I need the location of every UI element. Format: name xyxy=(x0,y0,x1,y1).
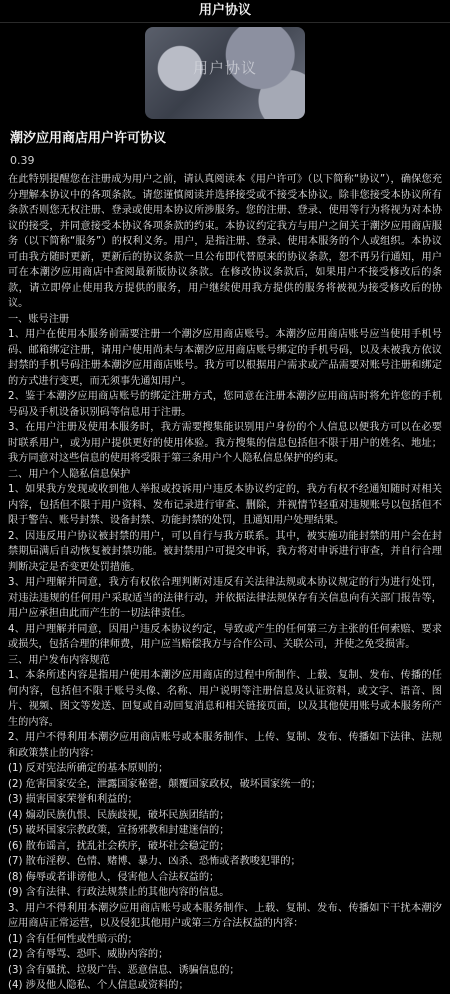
list-item: (9) 含有法律、行政法规禁止的其他内容的信息。 xyxy=(8,887,230,898)
paragraph: 2、鉴于本潮汐应用商店账号的绑定注册方式，您同意在注册本潮汐应用商店时将允许您的手机号码及手机设备识别码等信息用于注册。 xyxy=(8,391,442,418)
top-bar xyxy=(0,0,450,23)
section-title: 二、用户个人隐私信息保护 xyxy=(8,468,131,480)
list-item: (4) 煽动民族仇恨、民族歧视，破坏民族团结的； xyxy=(8,809,230,821)
hero-banner-text: 用户协议 xyxy=(192,59,257,77)
list-item: (3) 含有骚扰、垃圾广告、恶意信息、诱骗信息的； xyxy=(8,964,240,976)
paragraph: 1、如果我方发现或收到他人举报或投诉用户违反本协议约定的，我方有权不经通知随时对相关内容，包括但不限于用户资料、发布记录进行审查、删除，并视情节轻重对违规账号以包括但不限于警告、账号封禁、设备封禁、功能封禁的处罚，且通知用户处理结果。 xyxy=(8,484,442,526)
list-item: (7) 散布淫秽、色情、赌博、暴力、凶杀、恐怖或者教唆犯罪的； xyxy=(8,856,301,867)
hero-banner-image xyxy=(145,27,305,119)
page-title: 用户协议 xyxy=(198,3,251,18)
list-item: (6) 散布谣言，扰乱社会秩序，破坏社会稳定的； xyxy=(8,840,230,852)
section-title: 三、用户发布内容规范 xyxy=(8,654,110,666)
paragraph: 3、用户不得利用本潮汐应用商店账号或本服务制作、上载、复制、发布、传播如下干扰本潮汐应用商店正常运营，以及侵犯其他用户或第三方合法权益的内容： xyxy=(8,902,442,929)
intro-paragraph: 在此特别提醒您在注册成为用户之前，请认真阅读本《用户许可》（以下简称“协议”），确保您充分理解本协议中的各项条款。请您谨慎阅读并选择接受或不接受本协议。除非您接受本协议所有条款否则您无权注册、登录或使用本协议所涉服务。您的注册、登录、使用等行为将视为对本协议的接受，并同意接受本协议各项条款的约束。本协议约定我方与用户之间关于潮汐应用商店服务（以下简称“服务”）的权利义务。用户，是指注册、登录、使用本服务的个人或组织。本协议可由我方随时更新，更新后的协议条款一旦公布即代替原来的协议条款，恕不再另行通知，用户可在本潮汐应用商店中查阅最新版协议条款。在修改协议条款后，如果用户不接受修改后的条款，请立即停止使用我方提供的服务，用户继续使用我方提供的服务将被视为接受修改后的协议。 xyxy=(8,174,442,309)
agreement-content[interactable] xyxy=(0,127,450,994)
list-item: (1) 含有任何性或性暗示的； xyxy=(8,933,138,945)
paragraph: 1、用户在使用本服务前需要注册一个潮汐应用商店账号。本潮汐应用商店账号应当使用手机号码、邮箱绑定注册，请用户使用尚未与本潮汐应用商店账号绑定的手机号码，以及未被我方依议封禁的手机号码注册本潮汐应用商店账号。我方可以根据用户需求或产品需要对账号注册和绑定的方式进行变更，而无须事先通知用户。 xyxy=(8,329,442,387)
paragraph: 3、在用户注册及使用本服务时，我方需要搜集能识别用户身份的个人信息以便我方可以在必要时联系用户，或为用户提供更好的使用体验。我方搜集的信息包括但不限于用户的姓名、地址；我方同意对这些信息的使用将受限于第三条用户个人隐私信息保护的约束。 xyxy=(8,422,442,464)
paragraph: 2、因违反用户协议被封禁的用户，可以自行与我方联系。其中，被实施功能封禁的用户会在封禁期届满后自动恢复被封禁功能。被封禁用户可提交申诉，我方将对申诉进行审查，并自行合理判断决定是否变更处罚措施。 xyxy=(8,530,442,573)
list-item: (2) 危害国家安全，泄露国家秘密，颠覆国家政权，破坏国家统一的； xyxy=(8,778,322,790)
list-item: (4) 涉及他人隐私、个人信息或资料的； xyxy=(8,980,189,991)
list-item: (1) 反对宪法所确定的基本原则的； xyxy=(8,763,169,774)
paragraph: 3、用户理解并同意，我方有权依合理判断对违反有关法律法规或本协议规定的行为进行处罚，对违法违规的任何用户采取适当的法律行动，并依据法律法规保存有关信息向有关部门报告等，用户应承担由此而产生的一切法律责任。 xyxy=(8,577,442,619)
paragraph: 2、用户不得利用本潮汐应用商店账号或本服务制作、上传、复制、发布、传播如下法律、法规和政策禁止的内容： xyxy=(8,732,442,759)
list-item: (8) 侮辱或者诽谤他人，侵害他人合法权益的； xyxy=(8,871,220,883)
list-item: (2) 含有辱骂、恐吓、威胁内容的； xyxy=(8,949,169,960)
paragraph: 4、用户理解并同意，因用户违反本协议约定，导致或产生的任何第三方主张的任何索赔、要求或损失，包括合理的律师费，用户应当赔偿我方与合作公司、关联公司，并使之免受损害。 xyxy=(8,623,442,650)
section-title: 一、账号注册 xyxy=(8,313,70,325)
list-item: (3) 损害国家荣誉和利益的； xyxy=(8,794,138,805)
agreement-title: 潮汐应用商店用户许可协议 xyxy=(10,131,167,146)
paragraph: 1、本条所述内容是指用户使用本潮汐应用商店的过程中所制作、上载、复制、发布、传播的任何内容，包括但不限于账号头像、名称、用户说明等注册信息及认证资料，或文字、语音、图片、视频、图文等发送、回复或自动回复消息和相关链接页面，以及其他使用账号或本服务所产生的内容。 xyxy=(8,670,442,728)
agreement-version: 0.39 xyxy=(10,154,35,167)
list-item: (5) 破坏国家宗教政策，宣扬邪教和封建迷信的； xyxy=(8,825,230,836)
